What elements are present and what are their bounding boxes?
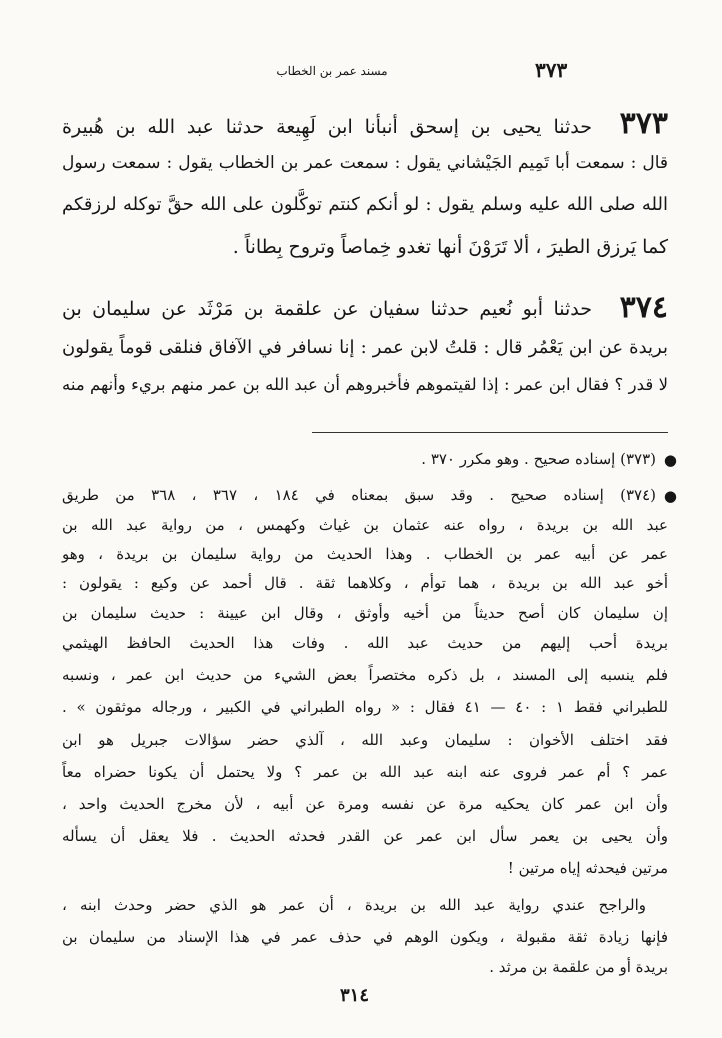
note-374-line-2: عبد الله بن بريدة ، رواه عنه عثمان بن غياث وكهمس ، من رواية عبد الله بن [62,516,668,534]
note-374-line-9: فقد اختلف الأخوان : سليمان وعبد الله ، آلذي حضر سؤالات جبريل هو ابن [62,731,668,749]
footnote-divider [312,432,668,433]
hadith-373-number: ٣٧٣ [619,106,668,141]
hadith-374-line-2: بريدة عن ابن يَعْمُر قال : قلتُ لابن عمر : إنا نسافر في الآفاق فنلقى قوماً يقولون [62,337,668,358]
note-374-line-3: عمر عن أبيه عمر بن الخطاب . وهذا الحديث من رواية سليمان بن بريدة ، وهو [62,545,668,563]
hadith-374-line-3: لا قدر ؟ فقال ابن عمر : إذا لقيتموهم فأخبروهم أن عبد الله بن عمر منهم بريء وأنهم منه [62,375,668,394]
note-374-line-15: فإنها زيادة ثقة مقبولة ، ويكون الوهم في حذف عمر في هذا الإسناد من سليمان بن [62,928,668,946]
note-374-line-4: أخو عبد الله بن بريدة ، هما توأم ، وكلاهما ثقة . قال أحمد عن وكيع : يقولون : [62,574,668,592]
note-374-line-14: والراجح عندي رواية عبد الله بن بريدة ، أن عمر هو الذي حضر وحدث ابنه ، [62,896,646,914]
note-374-line-11: وأن ابن عمر كان يحكيه مرة عن نفسه ومرة عن أبيه ، لأن مخرج الحديث واحد ، [62,795,668,813]
note-374-line-5: إن سليمان كان أصح حديثاً من أخيه وأوثق ، وقال ابن عيينة : حديث سليمان بن [62,604,668,622]
hadith-374-number-wrap [598,290,668,325]
note-374-line-1: (٣٧٤) إسناده صحيح . وقد سبق بمعناه في ١٨٤ ، ٣٦٧ ، ٣٦٨ من طريق [62,486,656,504]
hadith-373-line-4: كما يَرزق الطيرَ ، ألا تَرَوْنَ أنها تغدو خِماصاً وتروح بِطاناً . [232,236,668,258]
note-374-line-10: عمر ؟ أم عمر فروى عنه ابنه عبد الله بن عمر ؟ ولا يحتمل أن يكونا حضراه معاً [62,763,668,781]
note-373-bullet: ● [663,451,677,469]
hadith-373-line-2: قال : سمعت أبا تَمِيم الجَيْشاني يقول : سمعت عمر بن الخطاب يقول : سمعت رسول [62,153,668,173]
note-374-line-8: للطبراني فقط ١ : ٤٠ — ٤١ فقال : « رواه الطبراني في الكبير ، ورجاله موثقون » . [62,698,668,716]
note-374-line-6: بريدة أحب إليهم من حديث عبد الله . وفات هذا الحديث الحافظ الهيثمي [62,634,668,652]
hadith-374-line-1: حدثنا أبو نُعيم حدثنا سفيان عن علقمة بن مَرْثَد عن سليمان بن [62,298,592,320]
header-page-number: ٣٧٣ [535,58,568,82]
footer-page-number: ٣١٤ [340,985,370,1006]
note-373: (٣٧٣) إسناده صحيح . وهو مكرر ٣٧٠ . [421,450,656,468]
hadith-373-line-1: حدثنا يحيى بن إسحق أنبأنا ابن لَهِيعة حدثنا عبد الله بن هُبيرة [62,116,592,138]
header-title: مسند عمر بن الخطاب [276,64,388,78]
note-374-line-13: مرتين فيحدثه إياه مرتين ! [507,859,668,877]
note-374-line-16: بريدة أو من علقمة بن مرثد . [489,958,668,976]
note-374-bullet: ● [663,487,677,505]
note-374-line-12: وأن يحيى بن يعمر سأل ابن عمر عن القدر فحدثه الحديث . فلا يعقل أن يسأله [62,827,668,845]
hadith-373-number-wrap [598,106,668,141]
hadith-374-number: ٣٧٤ [619,290,668,325]
hadith-373-line-3: الله صلى الله عليه وسلم يقول : لو أنكم كنتم توكَّلون على الله حقَّ توكله لرزقكم [62,194,668,215]
note-374-line-7: فلم ينسبه إلى المسند ، بل ذكره مختصراً بعض الشيء من حديث ابن عمر ، ونسبه [62,666,668,684]
